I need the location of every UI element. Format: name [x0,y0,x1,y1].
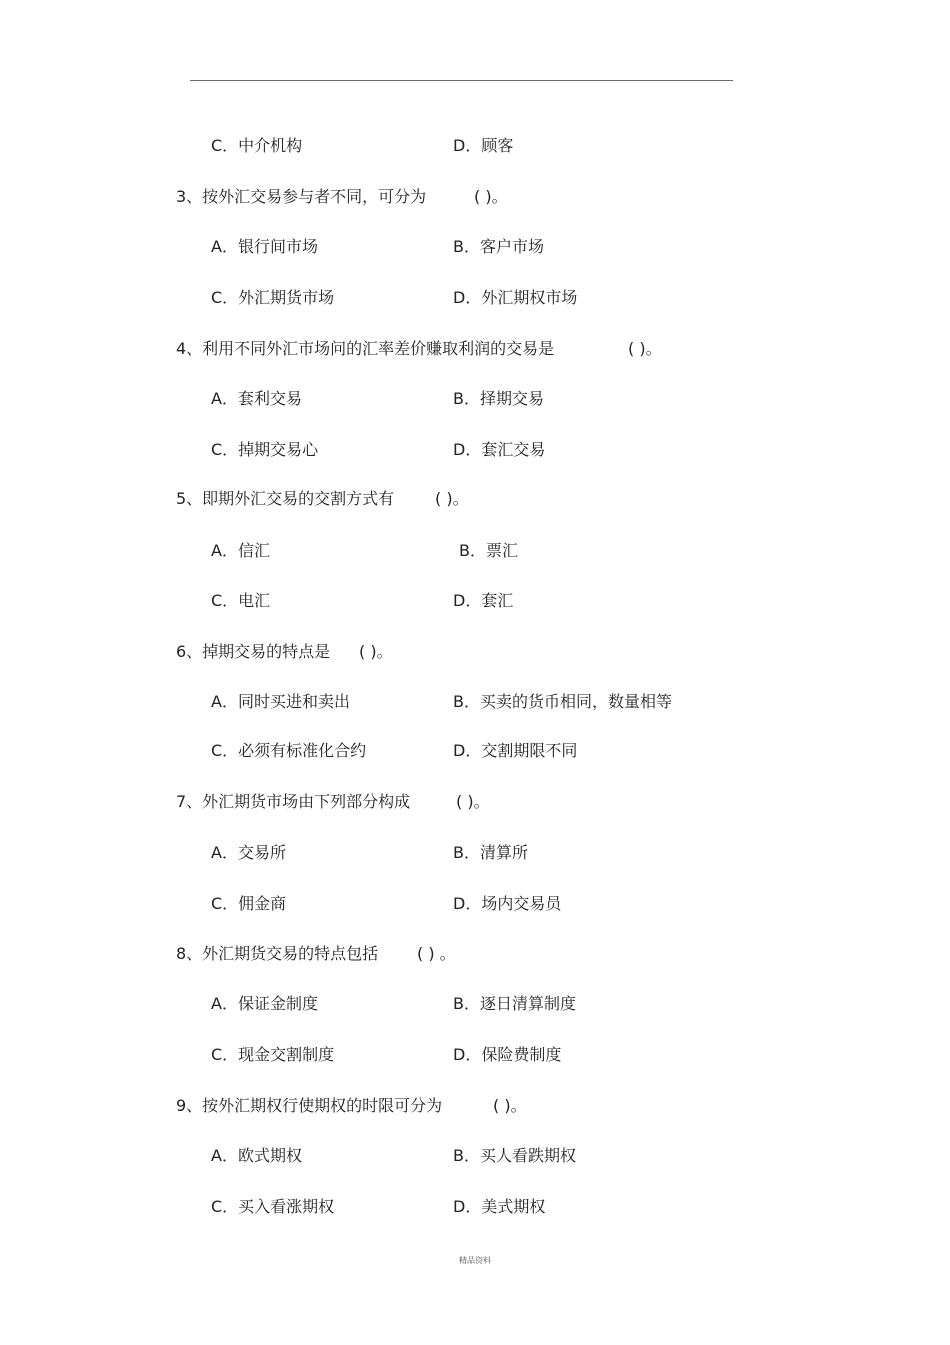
option-c: C．中介机构 [211,136,303,155]
option-b: B．买卖的货币相同，数量相等 [453,692,672,711]
option-c: C．必须有标准化合约 [211,741,367,760]
option-a: A．套利交易 [211,389,302,408]
option-a: A．保证金制度 [211,994,318,1013]
option-c: C．佣金商 [211,894,287,913]
option-d: D．外汇期权市场 [453,288,578,307]
option-b: B．择期交易 [453,389,544,408]
page-footer: 精品资料 [459,1256,491,1265]
option-b: B．清算所 [453,843,528,862]
option-a: A．交易所 [211,843,286,862]
answer-blank: ( )。 [474,187,508,206]
question-stem: 6、掉期交易的特点是 [176,642,331,661]
option-d: D．套汇交易 [453,440,546,459]
option-d: D．保险费制度 [453,1045,562,1064]
option-b: B．逐日清算制度 [453,994,576,1013]
option-d: D．场内交易员 [453,894,562,913]
question-stem: 3、按外汇交易参与者不同，可分为 [176,187,427,206]
option-a: A．银行间市场 [211,237,318,256]
answer-blank: ( )。 [456,792,490,811]
header-rule [190,80,733,81]
question-stem: 7、外汇期货市场由下列部分构成 [176,792,411,811]
question-stem: 9、按外汇期权行使期权的时限可分为 [176,1096,443,1115]
question-stem: 4、利用不同外汇市场问的汇率差价赚取利润的交易是 [176,339,555,358]
question-stem: 8、外汇期货交易的特点包括 [176,944,379,963]
option-b: B．客户市场 [453,237,544,256]
answer-blank: ( )。 [435,489,469,508]
option-a: A．同时买进和卖出 [211,692,350,711]
option-a: A．信汇 [211,541,270,560]
option-d: D．顾客 [453,136,514,155]
answer-blank: ( )。 [493,1096,527,1115]
option-c: C．外汇期货市场 [211,288,335,307]
option-c: C．掉期交易心 [211,440,319,459]
option-b: B．票汇 [459,541,518,560]
option-d: D．交割期限不同 [453,741,578,760]
option-c: C．买入看涨期权 [211,1197,335,1216]
option-d: D．美式期权 [453,1197,546,1216]
answer-blank: ( ) 。 [417,944,456,963]
option-c: C．现金交割制度 [211,1045,335,1064]
option-b: B．买人看跌期权 [453,1146,576,1165]
option-c: C．电汇 [211,591,271,610]
answer-blank: ( )。 [359,642,393,661]
answer-blank: ( )。 [628,339,662,358]
option-d: D．套汇 [453,591,514,610]
option-a: A．欧式期权 [211,1146,302,1165]
question-stem: 5、即期外汇交易的交割方式有 [176,489,395,508]
